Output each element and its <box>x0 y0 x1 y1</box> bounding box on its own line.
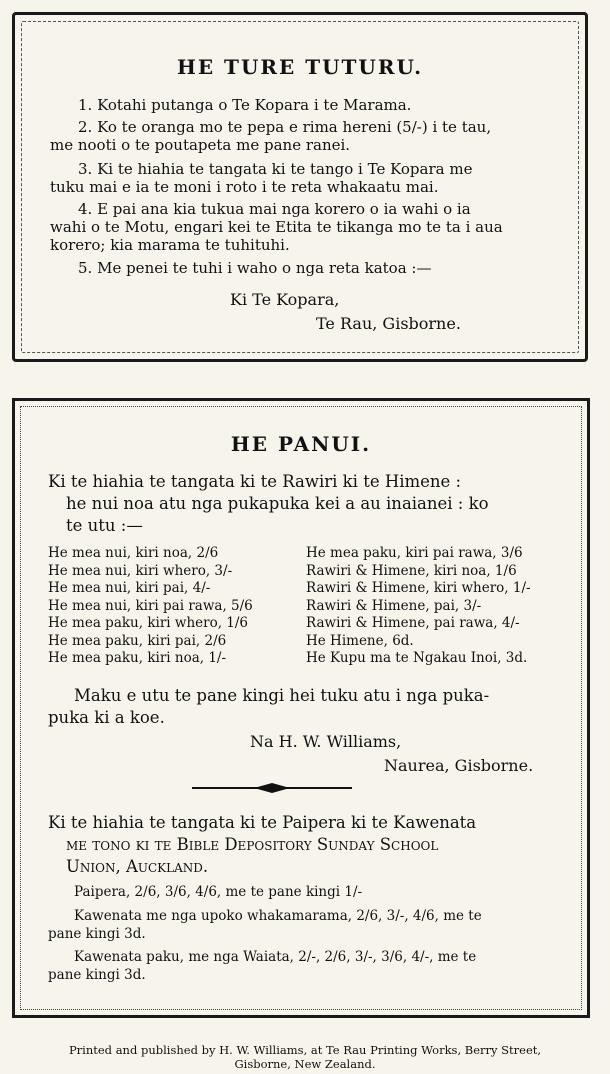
notice-intro-3: te utu :— <box>66 516 143 535</box>
list-item: He Himene, 6d. <box>306 632 414 649</box>
rule-4: 4. E pai ana kia tukua mai nga korero o ia wahi o ia <box>78 200 471 218</box>
rule-2-cont: me nooti o te poutapeta me pane ranei. <box>50 136 351 154</box>
notice-title: HE PANUI. <box>230 432 372 456</box>
bible-price-1: Paipera, 2/6, 3/6, 4/6, me te pane kingi 1/- <box>74 884 363 900</box>
list-item: He mea nui, kiri pai, 4/- <box>48 580 211 596</box>
list-item: Rawiri & Himene, pai rawa, 4/- <box>306 615 520 631</box>
bible-line-3: Union, Auckland. <box>66 857 209 876</box>
list-item: Rawiri & Himene, kiri whero, 1/- <box>306 580 531 596</box>
list-item: He mea nui, kiri whero, 3/- <box>48 562 233 579</box>
bible-line-2: me tono ki te Bible Depository Sunday School <box>66 835 439 854</box>
postage-note-1: Maku e utu te pane kingi hei tuku atu i nga puka- <box>74 686 490 705</box>
list-item: He mea paku, kiri noa, 1/- <box>48 650 227 666</box>
list-item: He mea paku, kiri pai rawa, 3/6 <box>306 545 523 561</box>
price-list-right <box>306 545 531 668</box>
rule-4-cont: wahi o te Motu, engari kei te Etita te tikanga mo te ta i aua <box>50 218 503 236</box>
notice-intro-1: Ki te hiahia te tangata ki te Rawiri ki te Himene : <box>48 472 462 491</box>
bible-price-2-cont: pane kingi 3d. <box>48 926 146 942</box>
bible-price-3: Kawenata paku, me nga Waiata, 2/-, 2/6, 3/-, 3/6, 4/-, me te <box>74 949 477 965</box>
notice-intro-2: he nui noa atu nga pukapuka kei a au inaianei : ko <box>66 494 489 513</box>
bible-price-2: Kawenata me nga upoko whakamarama, 2/6, 3/-, 4/6, me te <box>74 908 482 924</box>
signature-line-2: Naurea, Gisborne. <box>384 756 534 775</box>
postage-note-2: puka ki a koe. <box>48 708 165 727</box>
imprint-line-2: Gisborne, New Zealand. <box>234 1057 376 1071</box>
bible-price-3-cont: pane kingi 3d. <box>48 967 146 983</box>
list-item: He mea paku, kiri pai, 2/6 <box>48 632 227 649</box>
list-item: Rawiri & Himene, kiri noa, 1/6 <box>306 562 517 579</box>
imprint-line-1: Printed and published by H. W. Williams, at Te Rau Printing Works, Berry Street, <box>68 1043 542 1057</box>
rule-1: 1. Kotahi putanga o Te Kopara i te Marama. <box>78 96 412 114</box>
signature-line-1: Na H. W. Williams, <box>250 732 402 751</box>
list-item: He Kupu ma te Ngakau Inoi, 3d. <box>306 650 528 666</box>
rule-5: 5. Me penei te tuhi i waho o nga reta katoa :— <box>78 259 432 277</box>
address-line-1: Ki Te Kopara, <box>230 290 340 309</box>
address-line-2: Te Rau, Gisborne. <box>316 314 461 333</box>
rules-title: HE TURE TUTURU. <box>176 55 424 79</box>
rule-4-cont2: korero; kia marama te tuhituhi. <box>50 236 290 254</box>
bible-line-1: Ki te hiahia te tangata ki te Paipera ki te Kawenata <box>48 813 477 832</box>
price-list-left <box>48 545 253 668</box>
rule-3-cont: tuku mai e ia te moni i roto i te reta whakaatu mai. <box>50 178 439 196</box>
list-item: He mea nui, kiri noa, 2/6 <box>48 545 219 561</box>
list-item: He mea nui, kiri pai rawa, 5/6 <box>48 597 253 614</box>
rule-2: 2. Ko te oranga mo te pepa e rima hereni (5/-) i te tau, <box>78 118 492 136</box>
list-item: He mea paku, kiri whero, 1/6 <box>48 615 249 631</box>
rule-3: 3. Ki te hiahia te tangata ki te tango i Te Kopara me <box>78 160 473 178</box>
list-item: Rawiri & Himene, pai, 3/- <box>306 597 482 614</box>
ornament-divider <box>192 783 352 793</box>
